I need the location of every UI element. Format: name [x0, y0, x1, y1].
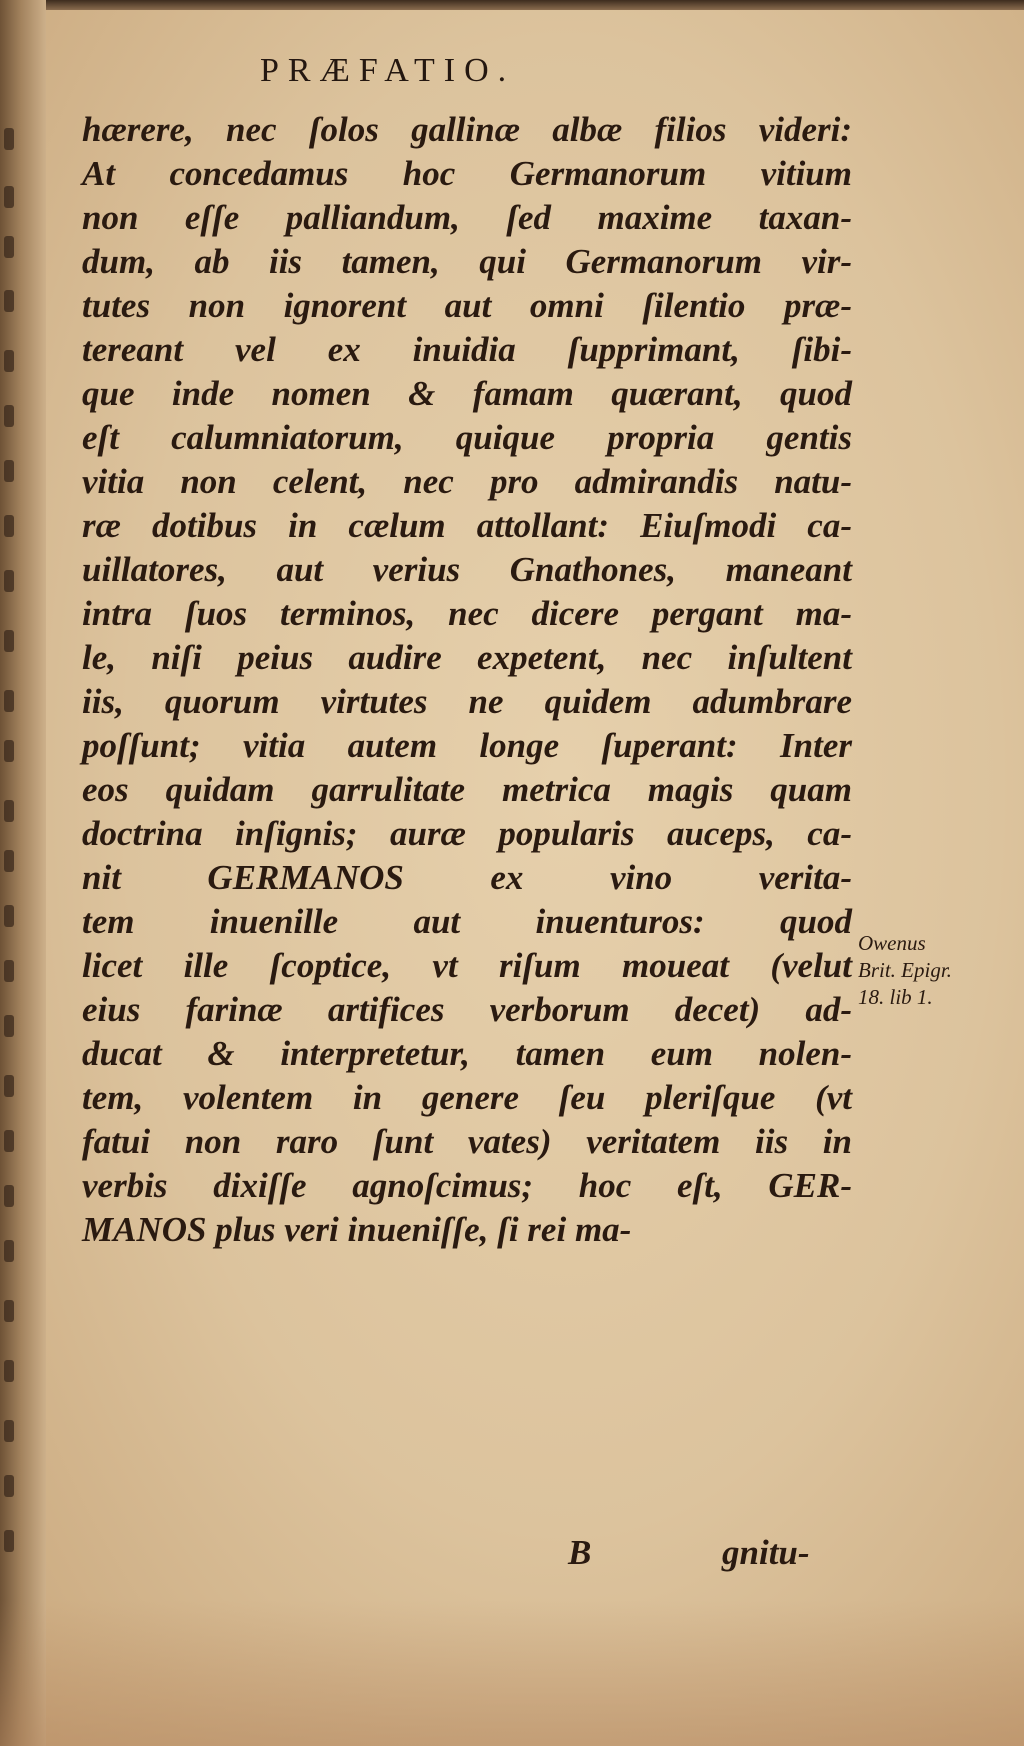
ink-bleed-mark [4, 1300, 14, 1322]
ink-bleed-mark [4, 128, 14, 150]
signature-mark: B [568, 1533, 592, 1572]
text-line: tutes non ignorent aut omni ſilentio præ- [82, 286, 852, 325]
running-header: PRÆFATIO. [260, 52, 516, 89]
text-line: tem inuenille aut inuenturos: quod [82, 902, 852, 941]
text-line: eos quidam garrulitate metrica magis quam [82, 770, 852, 809]
text-line: At concedamus hoc Germanorum vitium [82, 154, 852, 193]
text-line: que inde nomen & famam quærant, quod [82, 374, 852, 413]
text-line: iis, quorum virtutes ne quidem adumbrare [82, 682, 852, 721]
text-line: eſt calumniatorum, quique propria gentis [82, 418, 852, 457]
text-line: doctrina inſignis; auræ popularis auceps, ca- [82, 814, 852, 853]
ink-bleed-mark [4, 1360, 14, 1382]
text-line: le, niſi peius audire expetent, nec inſultent [82, 638, 852, 677]
ink-bleed-mark [4, 1530, 14, 1552]
text-line: non eſſe palliandum, ſed maxime taxan- [82, 198, 852, 237]
page-top-edge [0, 0, 1024, 10]
margin-note [858, 930, 978, 1011]
text-line: poſſunt; vitia autem longe ſuperant: Inter [82, 726, 852, 765]
margin-note-line: Owenus [858, 931, 926, 955]
text-line: uillatores, aut verius Gnathones, maneant [82, 550, 852, 589]
text-line: intra ſuos terminos, nec dicere pergant ma- [82, 594, 852, 633]
text-line: tereant vel ex inuidia ſupprimant, ſibi- [82, 330, 852, 369]
ink-bleed-mark [4, 1240, 14, 1262]
text-line: nit GERMANOS ex vino verita- [82, 858, 852, 897]
ink-bleed-mark [4, 800, 14, 822]
ink-bleed-mark [4, 236, 14, 258]
text-line: tem, volentem in genere ſeu pleriſque (vt [82, 1078, 852, 1117]
ink-bleed-mark [4, 1130, 14, 1152]
margin-note-line: 18. lib 1. [858, 985, 933, 1009]
text-line: vitia non celent, nec pro admirandis natu- [82, 462, 852, 501]
body-text [82, 108, 852, 1252]
ink-bleed-mark [4, 850, 14, 872]
text-line: fatui non raro ſunt vates) veritatem iis in [82, 1122, 852, 1161]
text-line: licet ille ſcoptice, vt riſum moueat (velut [82, 946, 852, 985]
ink-bleed-mark [4, 350, 14, 372]
ink-bleed-mark [4, 186, 14, 208]
ink-bleed-mark [4, 460, 14, 482]
text-line: hærere, nec ſolos gallinæ albæ filios videri: [82, 110, 852, 149]
ink-bleed-mark [4, 1420, 14, 1442]
catchword: gnitu- [722, 1533, 810, 1572]
page-stain [0, 1600, 1024, 1746]
ink-bleed-mark [4, 905, 14, 927]
text-line: ræ dotibus in cælum attollant: Eiuſmodi ca- [82, 506, 852, 545]
binding-gutter [0, 0, 46, 1746]
ink-bleed-mark [4, 515, 14, 537]
ink-bleed-mark [4, 740, 14, 762]
ink-bleed-mark [4, 1015, 14, 1037]
ink-bleed-mark [4, 570, 14, 592]
text-line: ducat & interpretetur, tamen eum nolen- [82, 1034, 852, 1073]
ink-bleed-mark [4, 405, 14, 427]
ink-bleed-mark [4, 290, 14, 312]
text-line: verbis dixiſſe agnoſcimus; hoc eſt, GER- [82, 1166, 852, 1205]
ink-bleed-mark [4, 1475, 14, 1497]
ink-bleed-mark [4, 1185, 14, 1207]
text-line: dum, ab iis tamen, qui Germanorum vir- [82, 242, 852, 281]
ink-bleed-mark [4, 960, 14, 982]
ink-bleed-mark [4, 630, 14, 652]
ink-bleed-mark [4, 690, 14, 712]
ink-bleed-mark [4, 1075, 14, 1097]
text-line: MANOS plus veri inueniſſe, ſi rei ma- [82, 1210, 632, 1249]
margin-note-line: Brit. Epigr. [858, 958, 952, 982]
text-line: eius farinæ artifices verborum decet) ad- [82, 990, 852, 1029]
